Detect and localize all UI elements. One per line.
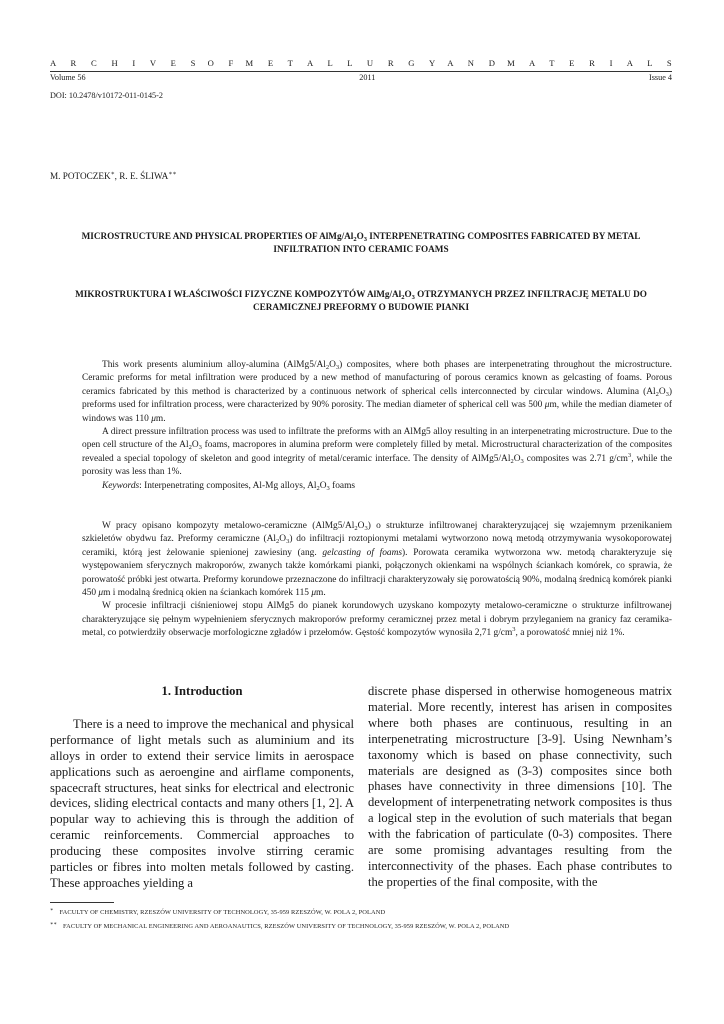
abstract-paragraph: A direct pressure infiltration process was used to infiltrate the preforms with an AlMg5 alloy resulting in an interpenetrating microstructure. Due to the open cell structure of the $Al_2O_3$ foams, macropores in alumina preform were completely filled by metal. Microstructural characterization of the composites revealed a special topology of skeleton and good integrity of metal/ceramic interface. The density of $AlMg5/Al_2O_3$ composites was 2.71 $g/cm^3$, while the porosity was less than 1%.: [82, 427, 672, 478]
keywords: Keywords: Interpenetrating composites, Al-Mg alloys, $Al_2O_3$ foams: [102, 480, 356, 492]
footnote: ∗ FACULTY OF CHEMISTRY, RZESZÓW UNIVERSITY OF TECHNOLOGY, 35-959 RZESZÓW, W. POLA 2, POLAND: [50, 907, 386, 916]
journal-running-head: [50, 58, 678, 68]
paper-page: [50, 0, 678, 1024]
journal-word: M A T E R I A L S: [507, 58, 678, 68]
volume: Volume 56: [50, 73, 86, 82]
keywords-label: Keywords: [102, 480, 140, 491]
title-english: MICROSTRUCTURE AND PHYSICAL PROPERTIES OF AlMg/$Al_2O_3$ INTERPENETRATING COMPOSITES FABRICATED BY METAL INFILTRATION INTO CERAMIC FOAMS: [81, 231, 641, 254]
section-heading: 1. Introduction: [161, 684, 243, 698]
abstract-polish: [82, 520, 672, 641]
right-column: [368, 684, 672, 891]
footnotes: [50, 906, 672, 934]
author-2: R. E. ŚLIWA: [119, 171, 169, 181]
abstract-paragraph: W procesie infiltracji ciśnieniowej stopu AlMg5 do pianek korundowych uzyskano kompozyty metalowo-ceramiczne o strukturze infiltrowanej charakteryzujące się pełnym wypełnieniem sferycznych makroporów preformy ceramicznej przez metal i dobrym przyleganiem na granicy faz ceramika-metal, co potwierdziły obserwacje morfologiczne zgładów i przełomów. Gęstość kompozytów wynosiła 2,71 $g/cm^3$, a porowatość mniej niż 1%.: [82, 601, 672, 639]
footnote-rule: [50, 902, 114, 903]
affiliation-mark: ∗∗: [168, 170, 177, 177]
journal-word: O F: [207, 58, 240, 68]
author-separator: ,: [114, 171, 120, 181]
year: 2011: [359, 73, 376, 82]
journal-word: A N D: [447, 58, 502, 68]
affiliation-mark: ∗: [110, 170, 115, 177]
issue: Issue 4: [649, 73, 672, 82]
volume-line: [50, 73, 672, 82]
header-rule: [50, 71, 672, 72]
left-column: [50, 684, 354, 892]
journal-word: M E T A L L U R G Y: [245, 58, 442, 68]
authors: [50, 171, 176, 181]
journal-word: A R C H I V E S: [50, 58, 202, 68]
title-polish: MIKROSTRUKTURA I WŁAŚCIWOŚCI FIZYCZNE KOMPOZYTÓW AlMg/$Al_2O_3$ OTRZYMANYCH PRZEZ INFILTRACJĘ METALU DO CERAMICZNEJ PREFORMY O BUDOWIE PIANKI: [75, 289, 647, 312]
abstract-paragraph: W pracy opisano kompozyty metalowo-ceramiczne $(AlMg5/Al_2O_3)$ o strukturze infiltrowanej charakteryzującej się wzajemnym przenikaniem szkieletów obydwu faz. Preformy ceramiczne $(Al_2O_3)$ do infiltracji roztopionymi metalami wytworzono nową metodą otrzymywania wysokoporowatej ceramiki, którą jest żelowanie spienionej zawiesiny (ang. gelcasting of foams). Porowata ceramika wytworzona ww. metodą charakteryzuje się występowaniem sferycznych makroporów, zwanych także komórkami pianki, połączonych okienkami na wspólnych ściankach komórek, co sprawia, że porowatość próbki jest otwarta. Preformy korundowe przeznaczone do infiltracji charakteryzowały się porowatością 90%, modalną średnicą komórek pianki 450 μm i modalną średnicą okien na ściankach komórek 115 μm.: [82, 521, 672, 599]
author-1: M. POTOCZEK: [50, 171, 111, 181]
abstract-paragraph: This work presents aluminium alloy-alumina $(AlMg5/Al_2O_3)$ composites, where both phases are interpenetrating throughout the microstructure. Ceramic preforms for metal infiltration were produced by a new method of manufacturing of porous ceramics known as gelcasting of foams. Porous ceramics fabricated by this method is characterized by a continuous network of spherical cells interconnected by circular windows. Alumina $(Al_2O_3)$ preforms used for infiltration process, were characterized by 90% porosity. The median diameter of spherical cell was 500 μm, while the median diameter of windows was 110 μm.: [82, 360, 672, 424]
body-paragraph: discrete phase dispersed in otherwise homogeneous matrix material. More recently, interest has arisen in composites where both phases are continuous, resulting in an interpenetrating microstructure [3-9]. Using Newnham’s taxonomy which is based on phase connectivity, such materials are designed as (3-3) composites since both phases have connectivity in three dimensions [10]. The development of interpenetrating network composites is thus a logical step in the evolution of such materials that began with the fabrication of particulate (0-3) composites. There are some promising advantages resulting from the interconnectivity of the phases. Each phase contributes to the properties of the final composite, with the: [368, 684, 672, 889]
footnote: ∗∗ FACULTY OF MECHANICAL ENGINEERING AND AEROANAUTICS, RZESZÓW UNIVERSITY OF TECHNOLOGY, 35-959 RZESZÓW, W. POLA 2, POLAND: [50, 921, 510, 930]
abstract-english: [82, 359, 672, 493]
body-paragraph: There is a need to improve the mechanical and physical performance of light metals such as aluminium and its alloys in order to extend their service limits in aerospace applications such as aeroengine and airflame components, spacecraft structures, heat sinks for electrical and electronic devices, sliding electrical contacts and many others [1, 2]. A popular way to achieving this is through the addition of ceramic reinforcements. Commercial approaches to producing these composites involve stirring ceramic particles or fibres into molten metals followed by casting. These approaches yielding a: [50, 716, 354, 890]
doi: DOI: 10.2478/v10172-011-0145-2: [50, 91, 163, 100]
